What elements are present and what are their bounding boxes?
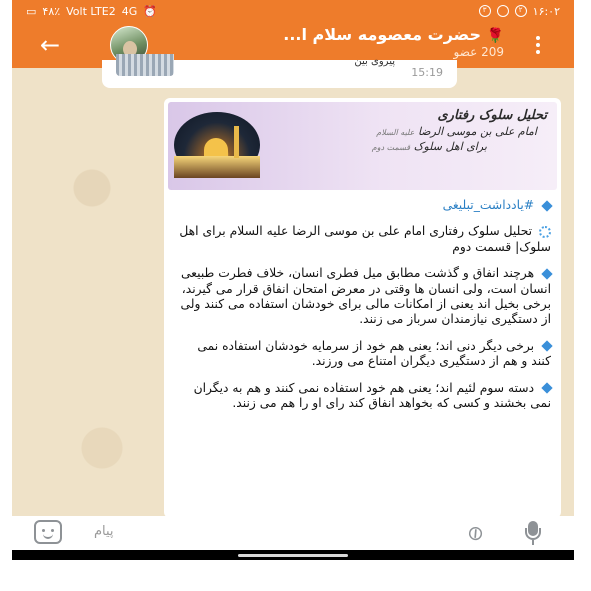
message-input-bar [12,516,574,550]
blue-diamond-icon [541,341,552,352]
banner-line-2: امام علی بن موسی الرضا علیه السلام [376,125,537,138]
chat-header[interactable] [194,25,504,59]
paragraph-3: برخی دیگر دنی اند؛ یعنی هم خود از سرمایه خودشان استفاده نمی کنند و هم از دستگیری دیگران امتناع می ورزند. [197,338,551,369]
clock: ۱۶:۰۲ [532,4,560,18]
notification-icon-1: ۳ [479,5,491,17]
paragraph-4: دسته سوم لئیم اند؛ یعنی هم خود استفاده نمی کنند و هم به دیگران نمی بخشند و کسی که بخواهد انفاق کند رای او را هم می زنند. [193,380,551,411]
alarm-icon: ⏰ [143,4,157,18]
home-gesture-pill[interactable] [238,554,348,557]
battery-icon: ▭ [26,4,37,18]
status-right [479,5,560,18]
hashtag-link[interactable]: #یادداشت_تبلیغی [442,198,535,212]
previous-message[interactable] [102,56,457,88]
message-input[interactable]: پیام [94,524,114,539]
chat-title-text: حضرت معصومه سلام ا... [283,25,481,44]
battery-level: ۴۸٪ [42,4,61,18]
banner-calligraphy [267,108,547,153]
chat-area[interactable] [12,56,574,516]
microphone-icon[interactable] [522,519,544,547]
rose-icon: 🌹 [486,28,504,44]
shrine-photo [174,112,260,178]
message-text [176,198,551,422]
more-options-icon[interactable] [530,32,546,58]
status-bar [12,0,574,22]
emoji-icon[interactable] [34,520,62,544]
status-left [26,5,157,18]
previous-message-time: 15:19 [411,66,443,79]
previous-message-snippet: پیروی بین [354,56,395,67]
app-icon [497,5,509,17]
blue-diamond-icon [541,268,552,279]
message-banner-image[interactable] [168,102,557,190]
notification-icon-2: ۲ [515,5,527,17]
paperclip-icon[interactable]: ⊘ [460,518,490,548]
chat-title [194,25,504,44]
phone-screen [12,0,574,560]
banner-line-3: برای اهل سلوک قسمت دوم [371,140,487,153]
banner-line-1: تحلیل سلوک رفتاری [437,108,547,123]
network-label-1: Volt LTE2 [66,4,116,18]
blue-diamond-icon [541,382,552,393]
paragraph-2: هرچند انفاق و گذشت مطابق میل فطری انسان، خلاف فطرت طبیعی انسان است، ولی انسان ها وقتی در معرض امتحان انفاق قرار می گیرند، برخی بخیل اند یعنی از امکانات مالی برای خودشان استفاده می کنند ولی از دستگیری نیازمندان سرباز می زنند. [180,266,551,327]
hashtag-line [176,198,551,213]
blue-diamond-icon [541,200,552,211]
previous-message-thumbnail[interactable] [116,54,174,76]
swirl-icon [539,226,551,238]
message-bubble[interactable] [164,98,561,518]
back-arrow-icon[interactable]: ← [39,31,61,59]
system-navigation-bar [12,550,574,560]
network-label-2: 4G [121,4,138,18]
paragraph-1: تحلیل سلوک رفتاری امام علی بن موسی الرضا علیه السلام برای اهل سلوک| قسمت دوم [179,224,551,254]
member-count: 209 عضو [453,45,504,59]
